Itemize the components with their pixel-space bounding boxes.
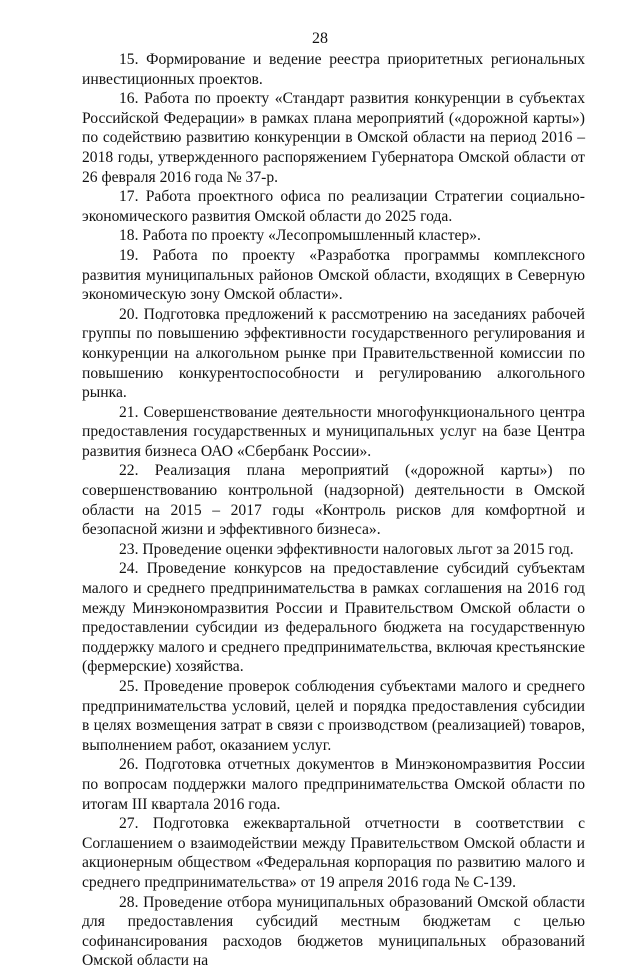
list-item-21: 21. Совершенствование деятельности многофункционального центра предоставления государственных и муниципальных услуг на базе Центра развития бизнеса ОАО «Сбербанк России».	[82, 403, 585, 460]
list-item-20: 20. Подготовка предложений к рассмотрению на заседаниях рабочей группы по повышению эффективности государственного регулирования и конкуренции на алкогольном рынке при Правительственной комиссии по повышению конкурентоспособности и регулированию алкогольного рынка.	[82, 305, 585, 402]
list-item-26: 26. Подготовка отчетных документов в Минэкономразвития России по вопросам поддержки малого предпринимательства Омской области по итогам III квартала 2016 года.	[82, 756, 585, 813]
list-item-19: 19. Работа по проекту «Разработка программы комплексного развития муниципальных районов Омской области, входящих в Северную экономическую зону Омской области».	[82, 246, 585, 304]
list-item-17: 17. Работа проектного офиса по реализации Стратегии социально-экономического развития Омской области до 2025 года.	[82, 188, 585, 225]
list-item-27: 27. Подготовка ежеквартальной отчетности в соответствии с Соглашением о взаимодействии между Правительством Омской области и акционерным обществом «Федеральная корпорация по развитию малого и среднего предпринимательства» от 19 апреля 2016 года № С-139.	[82, 815, 585, 891]
list-item-25: 25. Проведение проверок соблюдения субъектами малого и среднего предпринимательства условий, целей и порядка предоставления субсидии в целях возмещения затрат в связи с производством (реализацией) товаров, выполнением работ, оказанием услуг.	[82, 678, 585, 754]
list-item-24: 24. Проведение конкурсов на предоставление субсидий субъектам малого и среднего предпринимательства в рамках соглашения на 2016 год между Минэкономразвития России и Правительством Омской области о предоставлении субсидии из федерального бюджета на государственную поддержку малого и среднего предпринимательства, включая крестьянские (фермерские) хозяйства.	[82, 560, 585, 676]
list-item-22: 22. Реализация плана мероприятий («дорожной карты») по совершенствованию контрольной (надзорной) деятельности в Омской области на 2015 – 2017 годы «Контроль рисков для комфортной и безопасной жизни и эффективного бизнеса».	[82, 462, 585, 539]
list-item-16: 16. Работа по проекту «Стандарт развития конкуренции в субъектах Российской Федерации» в рамках плана мероприятий («дорожной карты») по содействию развитию конкуренции в Омской области на период 2016 – 2018 годы, утвержденного распоряжением Губернатора Омской области от 26 февраля 2016 года № 37-р.	[82, 90, 585, 186]
page-number: 28	[312, 30, 328, 47]
list-item-15: 15. Формирование и ведение реестра приоритетных региональных инвестиционных проектов.	[82, 51, 585, 88]
list-item-18: 18. Работа по проекту «Лесопромышленный кластер».	[119, 227, 481, 245]
list-item-28: 28. Проведение отбора муниципальных образований Омской области для предоставления субсидий местным бюджетам с целью софинансирования расходов бюджетов муниципальных образований Омской области на	[82, 893, 585, 970]
document-body	[82, 50, 585, 971]
list-item-23: 23. Проведение оценки эффективности налоговых льгот за 2015 год.	[119, 540, 574, 558]
